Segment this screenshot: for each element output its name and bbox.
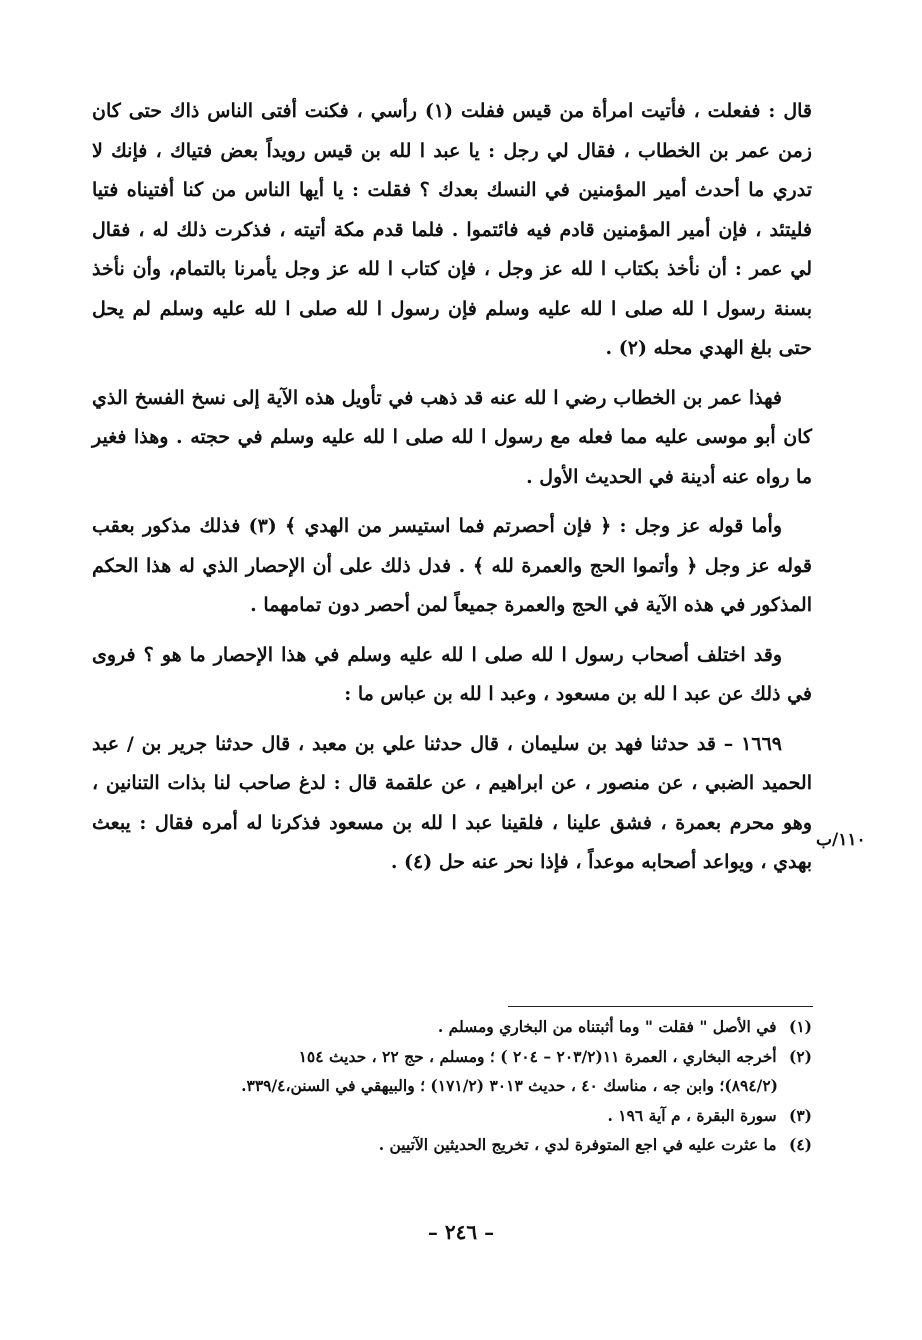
- footnotes: [92, 1012, 812, 1160]
- footnote-number: (٢): [788, 1046, 812, 1066]
- footnote-2: [92, 1042, 812, 1072]
- paragraph-4: وقد اختلف أصحاب رسول ا لله صلى ا لله عليه وسلم في هذا الإحصار ما هو ؟ فروى في ذلك عن عبد ا لله بن مسعود ، وعبد ا لله بن عباس ما :: [92, 643, 812, 705]
- paragraph-5-hadith-1669: ١٦٦٩ – قد حدثنا فهد بن سليمان ، قال حدثنا علي بن معبد ، قال حدثنا جرير بن / عبد الحميد الضبي ، عن منصور ، عن ابراهيم ، عن علقمة قال : لدغ صاحب لنا بذات التنانين ، وهو محرم بعمرة ، فشق علينا ، فلقينا عبد ا لله بن مسعود فذكرنا له أمره فقال : يبعث بهدي ، ويواعد أصحابه موعداً ، فإذا نحر عنه حل (٤) .: [92, 732, 812, 873]
- footnote-number: (١): [788, 1017, 812, 1036]
- footnote-divider: [508, 1006, 813, 1007]
- paragraph-2: فهذا عمر بن الخطاب رضي ا لله عنه قد ذهب في تأويل هذه الآية إلى نسخ الفسخ الذي كان أبو موسى عليه مما فعله مع رسول ا لله صلى ا لله عليه وسلم في حجته . وهذا فغير ما رواه عنه أدينة في الحديث الأول .: [92, 386, 812, 488]
- footnote-number: (٣): [788, 1105, 812, 1125]
- footnote-text: في الأصل " فقلت " وما أثبتناه من البخاري ومسلم .: [437, 1017, 777, 1036]
- footnote-text: سورة البقرة ، م آية ١٩٦ .: [607, 1105, 777, 1125]
- paragraph-3: وأما قوله عز وجل : ﴿ فإن أحصرتم فما استيسر من الهدي ﴾ (٣) فذلك مذكور بعقب قوله عز وجل ﴿ وأتموا الحج والعمرة لله ﴾ . فدل ذلك على أن الإحصار الذي له هذا الحكم المذكور في هذه الآية في الحج والعمرة جميعاً لمن أحصر دون تمامهما .: [92, 515, 812, 616]
- footnote-3: [92, 1101, 812, 1131]
- footnote-2-continuation: (٨٩٤/٢)؛ وابن جه ، مناسك ٤٠ ، حديث ٣٠١٣ (١٧١/٢) ؛ والبيهقي في السنن،٣٣٩/٤.: [241, 1076, 778, 1095]
- manuscript-folio-marker: ١١٠/ب: [816, 830, 866, 850]
- paragraph-1: قال : ففعلت ، فأتيت امرأة من قيس ففلت (١) رأسي ، فكنت أفتى الناس ذاك حتى كان زمن عمر بن الخطاب ، فقال لي رجل : يا عبد ا لله بن قيس رويداً بعض فتياك ، فإنك لا تدري ما أحدث أمير المؤمنين في النسك بعدك ؟ فقلت : يا أيها الناس من كنا أفتيناه فتيا فليتئد ، فإن أمير المؤمنين قادم فيه فائتموا . فلما قدم مكة أتيته ، فذكرت ذلك له ، فقال لي عمر : أن نأخذ بكتاب ا لله عز وجل ، فإن كتاب ا لله عز وجل يأمرنا بالتمام، وأن نأخذ بسنة رسول ا لله صلى ا لله عليه وسلم فإن رسول ا لله صلى ا لله عليه وسلم لم يحل حتى بلغ الهدي محله (٢) .: [92, 100, 812, 359]
- footnote-4: [92, 1130, 812, 1160]
- footnote-text: ما عثرت عليه في اجع المتوفرة لدي ، تخريج الحديثين الآتيين .: [378, 1135, 777, 1154]
- footnote-text: أخرجه البخاري ، العمرة ١١(٢٠٣/٢ – ٢٠٤ ) ؛ ومسلم ، حج ٢٢ ، حديث ١٥٤: [298, 1046, 777, 1066]
- page-number: – ٢٤٦ –: [427, 1220, 495, 1244]
- main-text: [92, 92, 812, 893]
- footnote-1: [92, 1012, 812, 1042]
- footnote-number: (٤): [788, 1135, 812, 1154]
